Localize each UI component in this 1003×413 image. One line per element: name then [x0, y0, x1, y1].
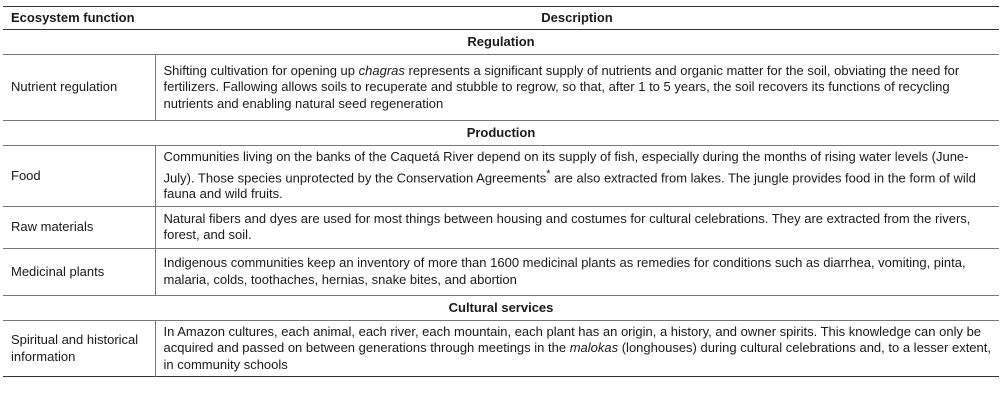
table-row: [3, 206, 999, 248]
section-title: Regulation: [467, 33, 535, 49]
description-text: (longhouses) during cultural celebrations and, to a lesser extent, in community schools: [163, 340, 991, 372]
function-cell: Food: [3, 146, 155, 207]
header-description: Description: [541, 9, 613, 25]
description-text: are also extracted from lakes. The jungle provides food in the form of wild fauna and wild fruits.: [163, 169, 976, 202]
description-text: In Amazon cultures, each animal, each river, each mountain, each plant has an origin, a history, and owner spirits. This knowledge can only be acquired and passed on between generations through meetings in the: [163, 323, 982, 356]
description-cell: [155, 146, 999, 207]
description-cell: Indigenous communities keep an inventory of more than 1600 medicinal plants as remedies for conditions such as diarrhea, vomiting, pinta, malaria, colds, toothaches, hernias, snake bites, and abortion: [163, 255, 966, 287]
section-row-regulation: [3, 30, 999, 55]
description-cell: [155, 320, 999, 377]
function-cell: Spiritual and historical information: [3, 320, 155, 377]
ecosystem-functions-table: [3, 6, 999, 377]
description-text: Communities living on the banks of the Caquetá River depend on its supply of fish, especially during the months of rising water levels (June-July). Those species unprotected by the Conservation Agreements: [163, 149, 969, 185]
function-cell: Medicinal plants: [3, 248, 155, 295]
section-title: Production: [466, 124, 536, 140]
table-row: [3, 248, 999, 295]
table-row: [3, 146, 999, 207]
section-row-production: [3, 121, 999, 146]
description-cell: Natural fibers and dyes are used for most things between housing and costumes for cultural celebrations. They are extracted from the rivers, forest, and soil.: [163, 210, 971, 243]
description-italic-term: chagras: [358, 62, 405, 78]
footnote-marker: *: [546, 167, 551, 180]
description-text: represents a significant supply of nutrients and organic matter for the soil, obviating the need for fertilizers. Fallowing allows soils to recuperate and stubble to regrow, so that, after 1 to 5 years, the soil recovers its functions of recycling nutrients and enabling natural seed regeneration: [163, 62, 960, 111]
section-row-cultural-services: [3, 295, 999, 320]
header-ecosystem-function: Ecosystem function: [11, 9, 135, 25]
table-header-row: [3, 7, 999, 30]
description-italic-term: malokas: [569, 340, 619, 356]
table-row: [3, 55, 999, 121]
description-cell: [155, 55, 999, 121]
function-cell: Nutrient regulation: [3, 55, 155, 121]
description-text: Shifting cultivation for opening up: [163, 62, 359, 78]
function-cell: Raw materials: [3, 206, 155, 248]
table-row: [3, 320, 999, 377]
section-title: Cultural services: [448, 299, 554, 315]
